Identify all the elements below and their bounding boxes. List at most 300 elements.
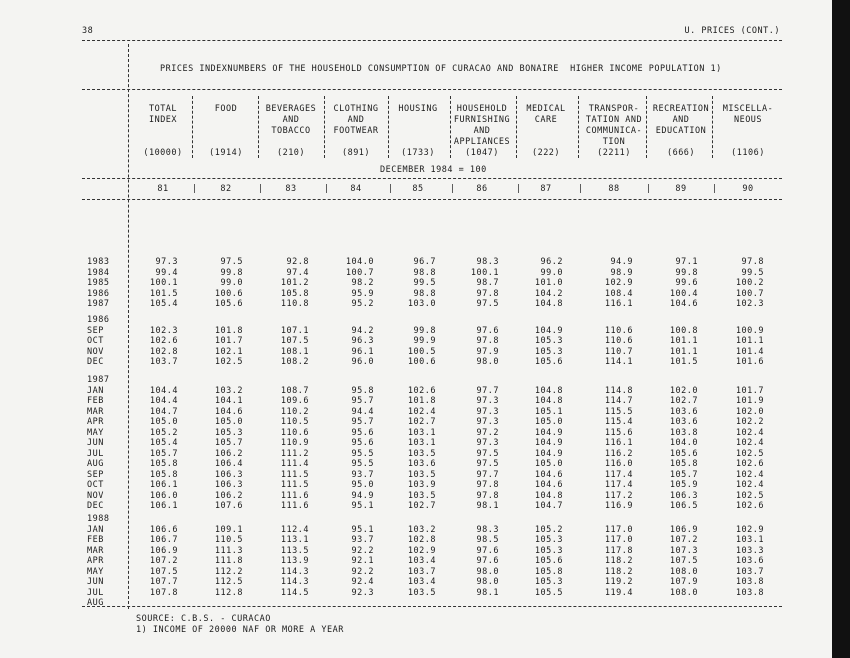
table-cell: 104.9 bbox=[534, 427, 563, 438]
table-cell: 109.6 bbox=[280, 396, 309, 406]
column-weight: (666) bbox=[666, 148, 696, 158]
row-label: OCT bbox=[87, 336, 104, 346]
column-header-line: AND bbox=[672, 115, 690, 125]
column-header-line: INDEX bbox=[148, 115, 178, 125]
table-cell: 110.9 bbox=[280, 438, 309, 448]
table-cell: 101.5 bbox=[669, 357, 698, 367]
table-cell: 104.6 bbox=[534, 480, 563, 490]
table-cell: 100.6 bbox=[214, 288, 243, 299]
column-code: 86 bbox=[476, 184, 488, 194]
column-divider bbox=[192, 96, 193, 158]
table-cell: 116.1 bbox=[604, 299, 633, 309]
row-label: FEB bbox=[87, 535, 104, 545]
table-cell: 110.5 bbox=[280, 417, 309, 427]
row-label: JUL bbox=[87, 587, 104, 598]
table-cell: 111.5 bbox=[280, 469, 309, 480]
table-cell: 108.0 bbox=[669, 566, 698, 577]
table-cell: 98.8 bbox=[413, 267, 436, 278]
table-cell: 97.6 bbox=[476, 545, 499, 556]
table-cell: 114.1 bbox=[604, 357, 633, 367]
table-cell: 97.5 bbox=[476, 459, 499, 469]
table-cell: 97.8 bbox=[476, 288, 499, 299]
table-cell: 105.9 bbox=[669, 480, 698, 490]
table-cell: 103.2 bbox=[214, 385, 243, 396]
table-cell: 118.2 bbox=[604, 566, 633, 577]
column-header-line: MISCELLA- bbox=[722, 104, 774, 114]
row-label: 1983 bbox=[87, 257, 110, 267]
table-cell: 100.4 bbox=[669, 288, 698, 299]
table-cell: 101.8 bbox=[407, 396, 436, 406]
table-cell: 100.6 bbox=[407, 357, 436, 367]
table-cell: 97.7 bbox=[476, 469, 499, 480]
table-cell: 115.6 bbox=[604, 427, 633, 438]
table-cell: 103.4 bbox=[407, 556, 436, 566]
column-divider bbox=[258, 96, 259, 158]
table-cell: 103.5 bbox=[407, 469, 436, 480]
column-code-separator: | bbox=[450, 184, 456, 194]
table-cell: 98.7 bbox=[476, 278, 499, 288]
column-weight: (210) bbox=[276, 148, 306, 158]
table-cell: 99.8 bbox=[675, 267, 698, 278]
column-header-line: TOBACCO bbox=[271, 126, 311, 136]
column-weight: (1047) bbox=[465, 148, 499, 158]
row-label: JUN bbox=[87, 438, 104, 448]
table-cell: 103.7 bbox=[149, 357, 178, 367]
table-cell: 92.2 bbox=[351, 545, 374, 556]
column-weight: (222) bbox=[531, 148, 561, 158]
table-cell: 99.6 bbox=[675, 278, 698, 288]
column-code: 85 bbox=[412, 184, 424, 194]
table-cell: 117.2 bbox=[604, 490, 633, 501]
table-cell: 107.3 bbox=[669, 545, 698, 556]
row-label: 1987 bbox=[87, 299, 110, 309]
table-cell: 102.7 bbox=[407, 501, 436, 511]
table-cell: 98.1 bbox=[476, 587, 499, 598]
table-cell: 116.1 bbox=[604, 438, 633, 448]
table-cell: 94.9 bbox=[351, 490, 374, 501]
table-cell: 116.2 bbox=[604, 448, 633, 459]
table-cell: 98.8 bbox=[413, 288, 436, 299]
table-cell: 117.0 bbox=[604, 524, 633, 535]
table-cell: 101.1 bbox=[669, 346, 698, 357]
table-cell: 97.4 bbox=[286, 267, 309, 278]
column-header-line: RECREATION bbox=[652, 104, 710, 114]
table-cell: 103.7 bbox=[407, 566, 436, 577]
column-header-line: BEVERAGES bbox=[265, 104, 317, 114]
column-code-separator: | bbox=[258, 184, 264, 194]
column-code-separator: | bbox=[712, 184, 718, 194]
table-cell: 113.9 bbox=[280, 556, 309, 566]
table-cell: 111.6 bbox=[280, 501, 309, 511]
title-rule bbox=[82, 89, 782, 90]
column-code: 82 bbox=[220, 184, 232, 194]
column-weight: (1914) bbox=[209, 148, 243, 158]
column-divider bbox=[450, 96, 451, 158]
table-cell: 113.1 bbox=[280, 535, 309, 545]
table-cell: 104.6 bbox=[214, 406, 243, 417]
table-cell: 101.4 bbox=[735, 346, 764, 357]
table-cell: 106.2 bbox=[214, 448, 243, 459]
table-cell: 114.3 bbox=[280, 566, 309, 577]
table-cell: 103.8 bbox=[669, 427, 698, 438]
table-cell: 115.4 bbox=[604, 417, 633, 427]
table-cell: 106.7 bbox=[149, 535, 178, 545]
table-title: PRICES INDEXNUMBERS OF THE HOUSEHOLD CONSUMPTION OF CURACAO AND BONAIRE HIGHER INCOME POPULATION 1) bbox=[160, 64, 722, 74]
column-divider bbox=[388, 96, 389, 158]
row-label: MAR bbox=[87, 545, 104, 556]
table-cell: 99.0 bbox=[540, 267, 563, 278]
table-cell: 114.8 bbox=[604, 385, 633, 396]
table-cell: 105.6 bbox=[534, 556, 563, 566]
table-cell: 104.2 bbox=[534, 288, 563, 299]
table-cell: 105.8 bbox=[669, 459, 698, 469]
table-cell: 116.9 bbox=[604, 501, 633, 511]
table-cell: 110.5 bbox=[214, 535, 243, 545]
row-label: AUG bbox=[87, 598, 104, 608]
table-cell: 103.8 bbox=[735, 587, 764, 598]
table-cell: 117.0 bbox=[604, 535, 633, 545]
table-cell: 103.8 bbox=[735, 577, 764, 587]
table-cell: 109.1 bbox=[214, 524, 243, 535]
column-divider bbox=[646, 96, 647, 158]
table-cell: 102.9 bbox=[604, 278, 633, 288]
table-cell: 110.8 bbox=[280, 299, 309, 309]
table-cell: 103.6 bbox=[407, 459, 436, 469]
table-cell: 105.2 bbox=[534, 524, 563, 535]
header-rule bbox=[82, 178, 782, 179]
row-label: 1984 bbox=[87, 267, 110, 278]
table-cell: 97.8 bbox=[476, 336, 499, 346]
table-cell: 102.7 bbox=[669, 396, 698, 406]
table-cell: 102.6 bbox=[735, 459, 764, 469]
row-label: NOV bbox=[87, 346, 104, 357]
table-cell: 101.0 bbox=[534, 278, 563, 288]
table-cell: 111.4 bbox=[280, 459, 309, 469]
page-number: 38 bbox=[82, 26, 94, 36]
row-label: JUL bbox=[87, 448, 104, 459]
top-rule bbox=[82, 40, 782, 41]
table-cell: 101.7 bbox=[214, 336, 243, 346]
column-header-line: NEOUS bbox=[733, 115, 763, 125]
column-header-line: FOOTWEAR bbox=[333, 126, 379, 136]
table-cell: 96.0 bbox=[351, 357, 374, 367]
table-cell: 105.7 bbox=[669, 469, 698, 480]
column-header-line: CARE bbox=[534, 115, 558, 125]
codes-rule bbox=[82, 199, 782, 200]
table-cell: 107.2 bbox=[669, 535, 698, 545]
table-cell: 106.0 bbox=[149, 490, 178, 501]
table-cell: 96.2 bbox=[540, 257, 563, 267]
table-cell: 111.5 bbox=[280, 480, 309, 490]
table-cell: 96.7 bbox=[413, 257, 436, 267]
table-cell: 102.1 bbox=[214, 346, 243, 357]
table-cell: 111.8 bbox=[214, 556, 243, 566]
table-cell: 108.4 bbox=[604, 288, 633, 299]
table-cell: 104.9 bbox=[534, 325, 563, 336]
column-header-line: FOOD bbox=[214, 104, 238, 114]
table-cell: 102.4 bbox=[735, 480, 764, 490]
row-label: AUG bbox=[87, 459, 104, 469]
table-cell: 115.5 bbox=[604, 406, 633, 417]
column-divider bbox=[516, 96, 517, 158]
table-cell: 105.0 bbox=[214, 417, 243, 427]
table-cell: 98.0 bbox=[476, 566, 499, 577]
table-cell: 102.3 bbox=[149, 325, 178, 336]
table-cell: 113.5 bbox=[280, 545, 309, 556]
table-cell: 107.6 bbox=[214, 501, 243, 511]
table-cell: 117.8 bbox=[604, 545, 633, 556]
table-cell: 103.4 bbox=[407, 577, 436, 587]
table-cell: 104.0 bbox=[669, 438, 698, 448]
column-divider bbox=[324, 96, 325, 158]
table-cell: 100.1 bbox=[470, 267, 499, 278]
row-label: DEC bbox=[87, 501, 104, 511]
column-weight: (2211) bbox=[597, 148, 631, 158]
table-cell: 98.3 bbox=[476, 524, 499, 535]
table-cell: 104.0 bbox=[345, 257, 374, 267]
table-cell: 119.4 bbox=[604, 587, 633, 598]
table-cell: 105.7 bbox=[149, 448, 178, 459]
table-cell: 119.2 bbox=[604, 577, 633, 587]
table-cell: 100.8 bbox=[669, 325, 698, 336]
column-weight: (1106) bbox=[731, 148, 765, 158]
table-cell: 102.4 bbox=[407, 406, 436, 417]
table-cell: 92.3 bbox=[351, 587, 374, 598]
table-cell: 107.9 bbox=[669, 577, 698, 587]
table-cell: 95.8 bbox=[351, 385, 374, 396]
table-cell: 99.8 bbox=[220, 267, 243, 278]
page-edge bbox=[832, 0, 850, 658]
table-cell: 106.5 bbox=[669, 501, 698, 511]
row-label: JAN bbox=[87, 385, 104, 396]
table-cell: 112.5 bbox=[214, 577, 243, 587]
table-cell: 104.6 bbox=[669, 299, 698, 309]
row-label: MAR bbox=[87, 406, 104, 417]
table-cell: 105.0 bbox=[534, 459, 563, 469]
column-code: 89 bbox=[675, 184, 687, 194]
table-cell: 103.7 bbox=[735, 566, 764, 577]
table-cell: 98.0 bbox=[476, 357, 499, 367]
column-header-line: HOUSING bbox=[398, 104, 438, 114]
table-cell: 105.4 bbox=[149, 299, 178, 309]
column-code: 90 bbox=[742, 184, 754, 194]
table-cell: 92.1 bbox=[351, 556, 374, 566]
table-cell: 104.8 bbox=[534, 396, 563, 406]
base-note: DECEMBER 1984 = 100 bbox=[380, 165, 487, 175]
table-cell: 101.1 bbox=[735, 336, 764, 346]
table-cell: 105.3 bbox=[534, 535, 563, 545]
table-cell: 103.9 bbox=[407, 480, 436, 490]
table-cell: 108.0 bbox=[669, 587, 698, 598]
table-cell: 102.4 bbox=[735, 469, 764, 480]
table-cell: 102.6 bbox=[149, 336, 178, 346]
column-header-line: AND bbox=[347, 115, 365, 125]
table-cell: 112.2 bbox=[214, 566, 243, 577]
table-cell: 95.2 bbox=[351, 299, 374, 309]
table-cell: 105.6 bbox=[669, 448, 698, 459]
table-cell: 103.5 bbox=[407, 448, 436, 459]
footer-rule bbox=[82, 606, 782, 607]
table-cell: 104.6 bbox=[534, 469, 563, 480]
table-cell: 118.2 bbox=[604, 556, 633, 566]
table-cell: 95.7 bbox=[351, 396, 374, 406]
table-cell: 98.2 bbox=[351, 278, 374, 288]
table-cell: 101.1 bbox=[669, 336, 698, 346]
table-cell: 97.3 bbox=[155, 257, 178, 267]
row-label: DEC bbox=[87, 357, 104, 367]
year-heading: 1987 bbox=[87, 375, 110, 385]
table-cell: 106.9 bbox=[669, 524, 698, 535]
table-cell: 107.1 bbox=[280, 325, 309, 336]
table-cell: 94.4 bbox=[351, 406, 374, 417]
column-code-separator: | bbox=[578, 184, 584, 194]
table-cell: 102.5 bbox=[735, 448, 764, 459]
column-code-separator: | bbox=[388, 184, 394, 194]
table-cell: 100.1 bbox=[149, 278, 178, 288]
table-cell: 95.0 bbox=[351, 480, 374, 490]
column-header-line: COMMUNICA- bbox=[585, 126, 643, 136]
column-weight: (1733) bbox=[401, 148, 435, 158]
table-cell: 97.6 bbox=[476, 325, 499, 336]
table-cell: 114.5 bbox=[280, 587, 309, 598]
table-cell: 97.1 bbox=[675, 257, 698, 267]
table-cell: 102.9 bbox=[407, 545, 436, 556]
table-cell: 104.9 bbox=[534, 438, 563, 448]
table-cell: 114.3 bbox=[280, 577, 309, 587]
table-cell: 102.8 bbox=[407, 535, 436, 545]
table-cell: 111.6 bbox=[280, 490, 309, 501]
table-cell: 104.7 bbox=[149, 406, 178, 417]
row-label: JUN bbox=[87, 577, 104, 587]
column-header-line: EDUCATION bbox=[655, 126, 707, 136]
table-cell: 107.7 bbox=[149, 577, 178, 587]
table-cell: 104.8 bbox=[534, 299, 563, 309]
table-cell: 97.5 bbox=[476, 299, 499, 309]
table-cell: 94.9 bbox=[610, 257, 633, 267]
column-code-separator: | bbox=[324, 184, 330, 194]
table-cell: 103.6 bbox=[669, 406, 698, 417]
table-cell: 105.3 bbox=[534, 346, 563, 357]
row-label: SEP bbox=[87, 469, 104, 480]
table-cell: 97.5 bbox=[220, 257, 243, 267]
table-cell: 98.1 bbox=[476, 501, 499, 511]
table-cell: 110.6 bbox=[604, 336, 633, 346]
table-cell: 110.7 bbox=[604, 346, 633, 357]
table-cell: 102.2 bbox=[735, 417, 764, 427]
column-header-line: TRANSPOR- bbox=[588, 104, 640, 114]
table-cell: 104.4 bbox=[149, 385, 178, 396]
table-cell: 102.6 bbox=[735, 501, 764, 511]
table-cell: 106.4 bbox=[214, 459, 243, 469]
column-divider bbox=[578, 96, 579, 158]
column-header-line: AND bbox=[282, 115, 300, 125]
table-cell: 105.6 bbox=[534, 357, 563, 367]
table-cell: 107.5 bbox=[149, 566, 178, 577]
year-heading: 1988 bbox=[87, 514, 110, 524]
column-code: 88 bbox=[608, 184, 620, 194]
table-cell: 97.5 bbox=[476, 448, 499, 459]
table-cell: 98.0 bbox=[476, 577, 499, 587]
table-cell: 104.7 bbox=[534, 501, 563, 511]
table-cell: 101.8 bbox=[214, 325, 243, 336]
table-cell: 107.5 bbox=[669, 556, 698, 566]
table-cell: 108.2 bbox=[280, 357, 309, 367]
table-cell: 102.4 bbox=[735, 427, 764, 438]
table-cell: 106.1 bbox=[149, 480, 178, 490]
column-code: 81 bbox=[157, 184, 169, 194]
table-cell: 105.5 bbox=[534, 587, 563, 598]
table-cell: 104.1 bbox=[214, 396, 243, 406]
table-cell: 100.7 bbox=[345, 267, 374, 278]
column-weight: (891) bbox=[341, 148, 371, 158]
table-cell: 110.2 bbox=[280, 406, 309, 417]
table-cell: 98.5 bbox=[476, 535, 499, 545]
table-cell: 103.3 bbox=[735, 545, 764, 556]
table-cell: 105.8 bbox=[149, 469, 178, 480]
table-cell: 101.9 bbox=[735, 396, 764, 406]
table-cell: 97.8 bbox=[741, 257, 764, 267]
table-cell: 99.0 bbox=[220, 278, 243, 288]
table-cell: 105.3 bbox=[534, 336, 563, 346]
table-cell: 106.3 bbox=[214, 469, 243, 480]
table-cell: 102.6 bbox=[407, 385, 436, 396]
source-note: SOURCE: C.B.S. - CURACAO bbox=[136, 614, 271, 624]
row-label: 1985 bbox=[87, 278, 110, 288]
table-cell: 102.7 bbox=[407, 417, 436, 427]
table-cell: 108.1 bbox=[280, 346, 309, 357]
table-cell: 96.1 bbox=[351, 346, 374, 357]
table-cell: 101.2 bbox=[280, 278, 309, 288]
row-label: FEB bbox=[87, 396, 104, 406]
income-footnote: 1) INCOME OF 20000 NAF OR MORE A YEAR bbox=[136, 625, 344, 635]
table-cell: 103.6 bbox=[735, 556, 764, 566]
table-cell: 103.0 bbox=[407, 299, 436, 309]
table-cell: 101.5 bbox=[149, 288, 178, 299]
column-code-separator: | bbox=[646, 184, 652, 194]
table-cell: 105.3 bbox=[214, 427, 243, 438]
table-cell: 117.4 bbox=[604, 480, 633, 490]
row-label: SEP bbox=[87, 325, 104, 336]
table-cell: 95.5 bbox=[351, 459, 374, 469]
table-cell: 95.5 bbox=[351, 448, 374, 459]
column-code: 83 bbox=[285, 184, 297, 194]
table-cell: 99.8 bbox=[413, 325, 436, 336]
table-cell: 95.9 bbox=[351, 288, 374, 299]
table-cell: 106.1 bbox=[149, 501, 178, 511]
table-cell: 101.6 bbox=[735, 357, 764, 367]
table-cell: 92.8 bbox=[286, 257, 309, 267]
column-header-line: APPLIANCES bbox=[453, 137, 511, 147]
table-cell: 105.8 bbox=[534, 566, 563, 577]
table-cell: 95.1 bbox=[351, 524, 374, 535]
table-cell: 103.5 bbox=[407, 490, 436, 501]
table-cell: 105.0 bbox=[534, 417, 563, 427]
column-code-separator: | bbox=[516, 184, 522, 194]
table-cell: 95.7 bbox=[351, 417, 374, 427]
table-cell: 100.7 bbox=[735, 288, 764, 299]
table-cell: 93.7 bbox=[351, 469, 374, 480]
table-cell: 97.9 bbox=[476, 346, 499, 357]
table-cell: 106.2 bbox=[214, 490, 243, 501]
table-cell: 100.9 bbox=[735, 325, 764, 336]
table-cell: 100.2 bbox=[735, 278, 764, 288]
column-code: 84 bbox=[350, 184, 362, 194]
table-cell: 96.3 bbox=[351, 336, 374, 346]
year-heading: 1986 bbox=[87, 315, 110, 325]
table-cell: 99.4 bbox=[155, 267, 178, 278]
table-cell: 102.5 bbox=[214, 357, 243, 367]
table-cell: 103.5 bbox=[407, 587, 436, 598]
